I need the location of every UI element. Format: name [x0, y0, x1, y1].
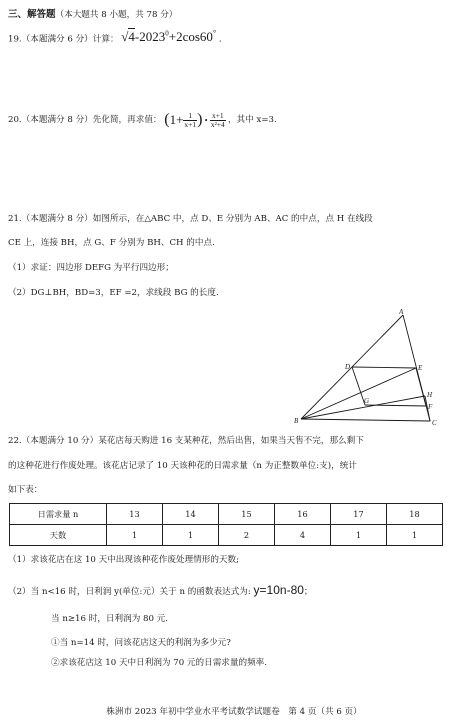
table-row-demand [10, 504, 443, 525]
table-header-demand: 日需求量 n [10, 504, 107, 525]
demand-table [9, 503, 443, 546]
label-G: G [364, 397, 370, 405]
label-E: E [418, 364, 423, 372]
section-note: （本大题共 8 小题，共 78 分） [55, 10, 178, 20]
q20-lparen: ( [164, 111, 170, 129]
q19-exp: 0 [165, 30, 169, 38]
q19-rest: -2023 [134, 29, 166, 45]
q19-label: 19.（本题满分 6 分）计算： [8, 34, 119, 45]
table-cell: 1 [163, 525, 219, 546]
q22-part1: （1）求该花店在这 10 天中出现该种花作废处理情形的天数; [8, 555, 240, 565]
q22-part2-prefix: （2）当 n<16 时，日利润 y(单位:元）关于 n 的函数表达式为: [8, 587, 254, 597]
question-19 [8, 28, 227, 45]
q21-line2: CE 上，连接 BH，点 G、F 分别为 BH、CH 的中点. [8, 238, 215, 248]
table-cell: 1 [387, 525, 443, 546]
q20-f2-num: x+1 [210, 112, 226, 121]
q20-f1-num: 1 [183, 112, 197, 121]
table-cell: 15 [219, 504, 275, 525]
segment-EF [416, 368, 426, 406]
label-D: D [345, 363, 351, 371]
q20-fraction-2 [210, 112, 226, 129]
label-F: F [428, 403, 433, 411]
q20-one-plus: 1+ [169, 112, 184, 128]
q20-fraction-1 [183, 112, 197, 129]
q21-part1: （1）求证：四边形 DEFG 为平行四边形； [8, 263, 174, 273]
label-A: A [399, 308, 404, 316]
q22-part2 [8, 584, 313, 598]
table-cell: 18 [387, 504, 443, 525]
table-cell: 1 [331, 525, 387, 546]
q20-tail: ，其中 x=3. [227, 114, 277, 125]
table-cell: 14 [163, 504, 219, 525]
q20-f1-den: x+1 [184, 120, 197, 129]
q20-expression [164, 111, 228, 129]
segment-DE [352, 367, 416, 368]
table-cell: 2 [219, 525, 275, 546]
table-header-days: 天数 [10, 525, 107, 546]
triangle-figure [288, 308, 448, 428]
q20-f2-den: x²+4 [210, 120, 225, 129]
q22-line1: 22.（本题满分 10 分）某花店每天购进 16 支某种花，然后出售，如果当天售不完，那么剩下 [8, 436, 364, 446]
page-footer: 株洲市 2023 年初中学业水平考试数学试题卷 第 4 页（共 6 页） [106, 707, 362, 717]
q22-part2-line2: 当 n≥16 时，日利润为 80 元. [51, 614, 169, 624]
q21-part2: （2）DG⊥BH，BD=3，EF =2，求线段 BG 的长度. [8, 288, 219, 298]
q22-part2-equation: y=10n-80 [253, 583, 304, 597]
q19-cos: +2cos60 [168, 29, 213, 45]
label-H: H [427, 391, 433, 399]
segment-BC [301, 419, 430, 421]
table-cell: 4 [275, 525, 331, 546]
label-C: C [432, 419, 437, 427]
q22-part2-suffix: ； [303, 587, 313, 597]
section-title: 三、解答题 [8, 9, 56, 20]
q22-sub2: ②求该花店这 10 天中日利润为 70 元的日需求量的频率. [51, 658, 267, 668]
q21-line1: 21.（本题满分 8 分）如图所示，在△ABC 中，点 D、E 分别为 AB、AC 的中点，点 H 在线段 [8, 214, 373, 224]
q20-rparen: ) [197, 111, 203, 129]
q22-line3: 如下表： [8, 485, 43, 495]
table-row-days [10, 525, 443, 546]
segment-BE [301, 368, 416, 419]
question-20 [8, 112, 277, 129]
q20-dot: • [204, 115, 208, 126]
label-B: B [294, 417, 299, 425]
section-header [8, 2, 177, 21]
table-cell: 13 [107, 504, 163, 525]
q22-line2: 的这种花进行作废处理。该花店记录了 10 天该种花的日需求量（n 为正整数单位:支)，统计 [8, 461, 357, 471]
q19-end: ． [218, 34, 228, 45]
q22-sub1: ①当 n=14 时，问该花店这天的利润为多少元? [51, 638, 231, 648]
table-cell: 1 [107, 525, 163, 546]
q20-label: 20.（本题满分 8 分）先化简，再求值： [8, 114, 162, 125]
q19-radicand: 4 [128, 29, 135, 45]
table-cell: 17 [331, 504, 387, 525]
q19-degree: ° [212, 29, 217, 38]
sqrt-sign: √ [121, 29, 129, 45]
q19-expression [121, 29, 216, 44]
table-cell: 16 [275, 504, 331, 525]
